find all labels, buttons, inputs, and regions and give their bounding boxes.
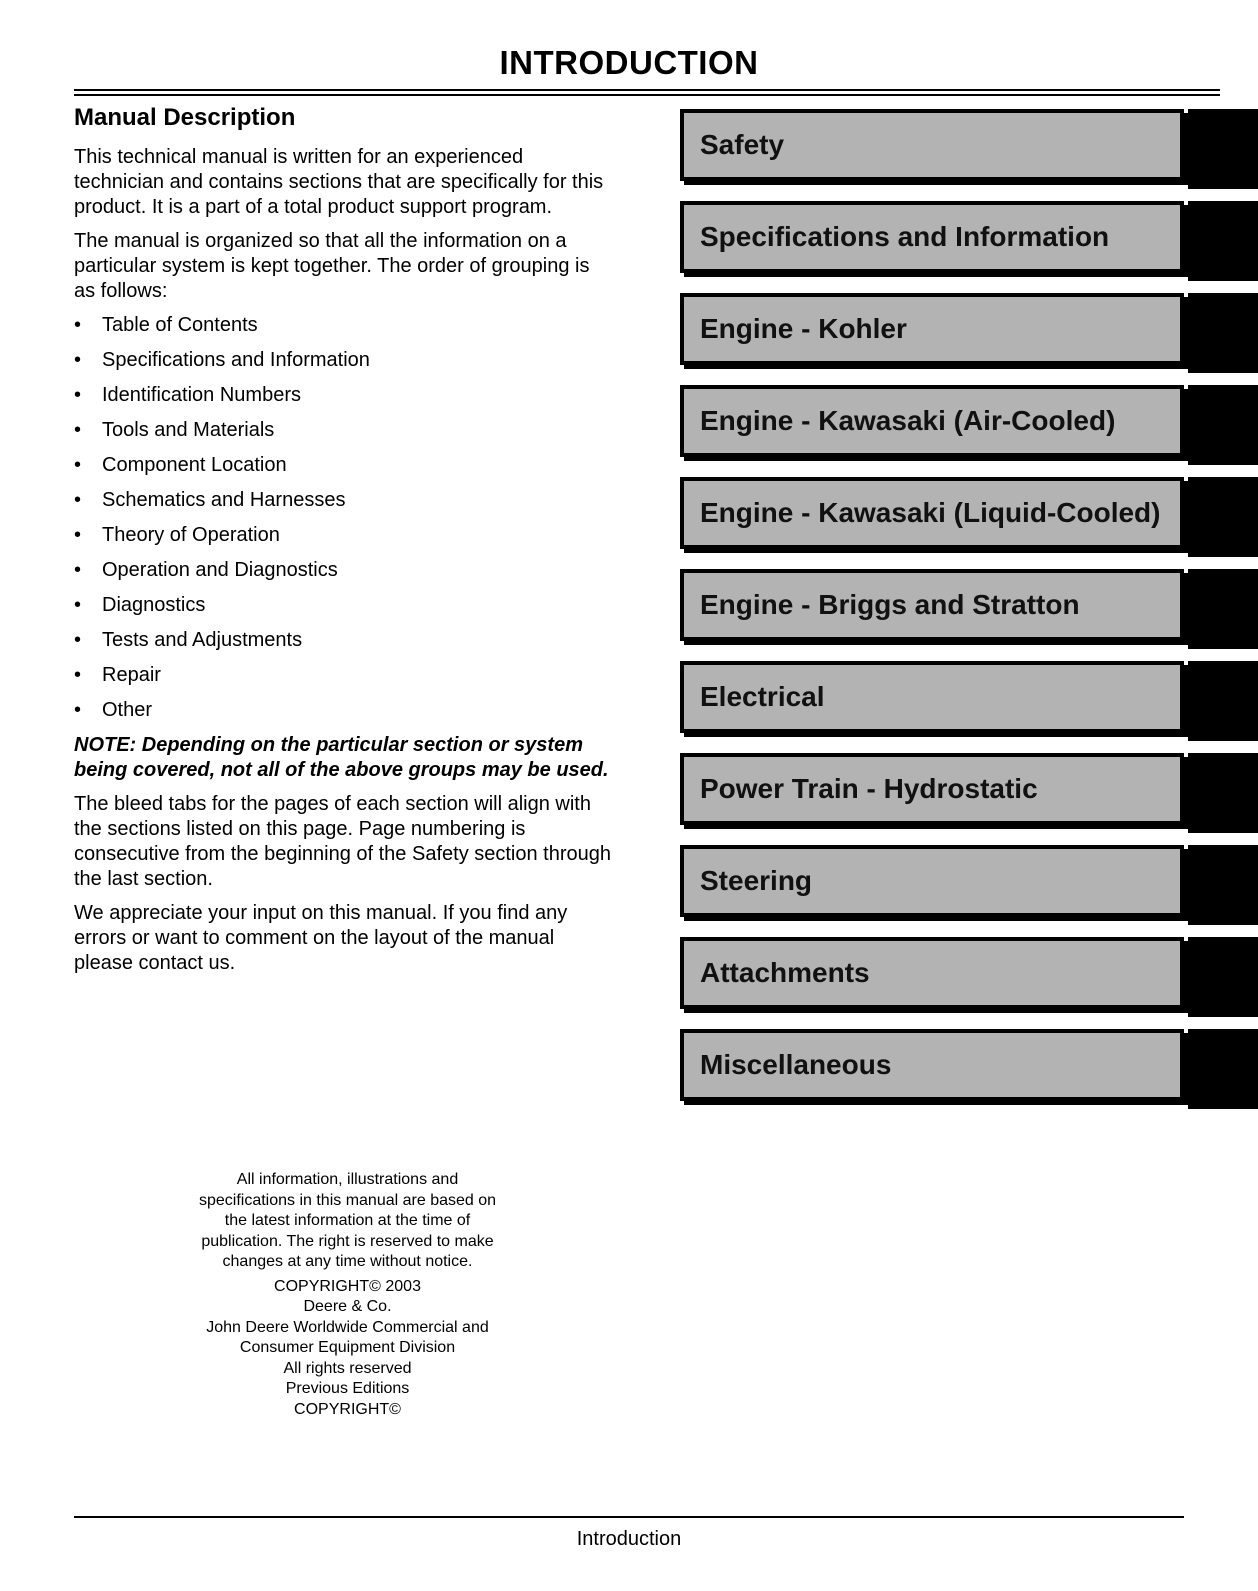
list-item-label: Other <box>102 699 153 721</box>
list-item <box>74 453 614 488</box>
list-item <box>74 313 614 348</box>
section-tab-label: Electrical <box>700 681 825 712</box>
section-heading: Manual Description <box>74 104 296 131</box>
organization-paragraph: The manual is organized so that all the information on a particular system is kept together. The order of grouping is as follows: <box>74 230 590 302</box>
bullet-icon: • <box>74 349 82 371</box>
section-tab[interactable] <box>680 937 1258 1017</box>
section-tab[interactable] <box>680 661 1258 741</box>
copyright-previous: COPYRIGHT© <box>294 1400 401 1418</box>
section-tab-label: Engine - Kawasaki (Liquid-Cooled) <box>700 497 1161 528</box>
legal-notice <box>190 1170 505 1420</box>
bleed-tab-marker <box>1188 845 1258 925</box>
section-tab-label: Safety <box>700 129 785 160</box>
section-tab-label: Steering <box>700 865 813 896</box>
list-item-label: Tools and Materials <box>102 419 275 441</box>
section-tab-label: Power Train - Hydrostatic <box>700 773 1038 804</box>
list-item-label: Table of Contents <box>102 314 258 336</box>
bleed-tab-marker <box>1188 477 1258 557</box>
section-tab[interactable] <box>680 845 1258 925</box>
list-item-label: Theory of Operation <box>102 524 280 546</box>
list-item <box>74 628 614 663</box>
bleed-tab-marker <box>1188 385 1258 465</box>
list-item <box>74 523 614 558</box>
section-tab[interactable] <box>680 1029 1258 1109</box>
section-tab[interactable] <box>680 753 1258 833</box>
list-item-label: Component Location <box>102 454 287 476</box>
grouping-list <box>74 313 614 733</box>
bullet-icon: • <box>74 384 82 406</box>
list-item-label: Schematics and Harnesses <box>102 489 346 511</box>
list-item <box>74 418 614 453</box>
list-item-label: Operation and Diagnostics <box>102 559 338 581</box>
section-tab[interactable] <box>680 385 1258 465</box>
list-item <box>74 488 614 523</box>
list-item <box>74 663 614 698</box>
division-name: John Deere Worldwide Commercial and Consumer Equipment Division <box>206 1318 489 1356</box>
list-item <box>74 348 614 383</box>
bullet-icon: • <box>74 559 82 581</box>
section-tabs <box>680 109 1258 1121</box>
section-tab[interactable] <box>680 569 1258 649</box>
bleed-tab-marker <box>1188 109 1258 189</box>
feedback-paragraph: We appreciate your input on this manual. If you find any errors or want to comment on the layout of the manual please contact us. <box>74 902 568 974</box>
footer-rule <box>74 1516 1184 1518</box>
section-tab-label: Engine - Briggs and Stratton <box>700 589 1080 620</box>
list-item-label: Tests and Adjustments <box>102 629 303 651</box>
intro-paragraph: This technical manual is written for an experienced technician and contains sections that are specifically for this product. It is a part of a total product support program. <box>74 146 604 218</box>
bullet-icon: • <box>74 629 82 651</box>
disclaimer-text: All information, illustrations and specifications in this manual are based on the latest information at the time of publication. The right is reserved to make changes at any time without notice. <box>198 1171 497 1270</box>
copyright-line: COPYRIGHT© 2003 <box>274 1277 421 1295</box>
page-title: INTRODUCTION <box>499 44 759 81</box>
rights-text: All rights reserved <box>283 1359 412 1377</box>
list-item-label: Repair <box>102 664 161 686</box>
section-tab-label: Miscellaneous <box>700 1049 892 1080</box>
bullet-icon: • <box>74 419 82 441</box>
section-tab[interactable] <box>680 293 1258 373</box>
section-tab-label: Engine - Kawasaki (Air-Cooled) <box>700 405 1116 436</box>
section-tab[interactable] <box>680 477 1258 557</box>
bleed-tab-marker <box>1188 293 1258 373</box>
list-item <box>74 383 614 418</box>
bleed-tab-marker <box>1188 569 1258 649</box>
header-rule-bottom <box>74 94 1220 96</box>
company-name: Deere & Co. <box>303 1298 392 1315</box>
bleed-tabs-paragraph: The bleed tabs for the pages of each section will align with the sections listed on this page. Page numbering is consecutive from the beginning of the Safety section through the last section. <box>74 793 612 890</box>
section-tab-label: Attachments <box>700 957 870 988</box>
previous-editions: Previous Editions <box>285 1380 410 1397</box>
manual-description-column <box>74 104 614 985</box>
list-item-label: Specifications and Information <box>102 349 370 371</box>
bullet-icon: • <box>74 524 82 546</box>
bleed-tab-marker <box>1188 661 1258 741</box>
list-item <box>74 558 614 593</box>
bullet-icon: • <box>74 454 82 476</box>
bullet-icon: • <box>74 699 82 721</box>
bullet-icon: • <box>74 314 82 336</box>
bleed-tab-marker <box>1188 1029 1258 1109</box>
list-item-label: Identification Numbers <box>102 384 301 406</box>
footer-label: Introduction <box>576 1528 682 1550</box>
header-rule-top <box>74 89 1220 91</box>
list-item-label: Diagnostics <box>102 594 206 616</box>
bullet-icon: • <box>74 594 82 616</box>
list-item <box>74 593 614 628</box>
note-text: NOTE: Depending on the particular section or system being covered, not all of the above groups may be used. <box>74 734 609 781</box>
section-tab-label: Specifications and Information <box>700 221 1110 252</box>
bullet-icon: • <box>74 489 82 511</box>
section-tab-label: Engine - Kohler <box>700 313 907 344</box>
bleed-tab-marker <box>1188 937 1258 1017</box>
bullet-icon: • <box>74 664 82 686</box>
section-tab[interactable] <box>680 201 1258 281</box>
list-item <box>74 698 614 733</box>
section-tab[interactable] <box>680 109 1258 189</box>
bleed-tab-marker <box>1188 753 1258 833</box>
bleed-tab-marker <box>1188 201 1258 281</box>
